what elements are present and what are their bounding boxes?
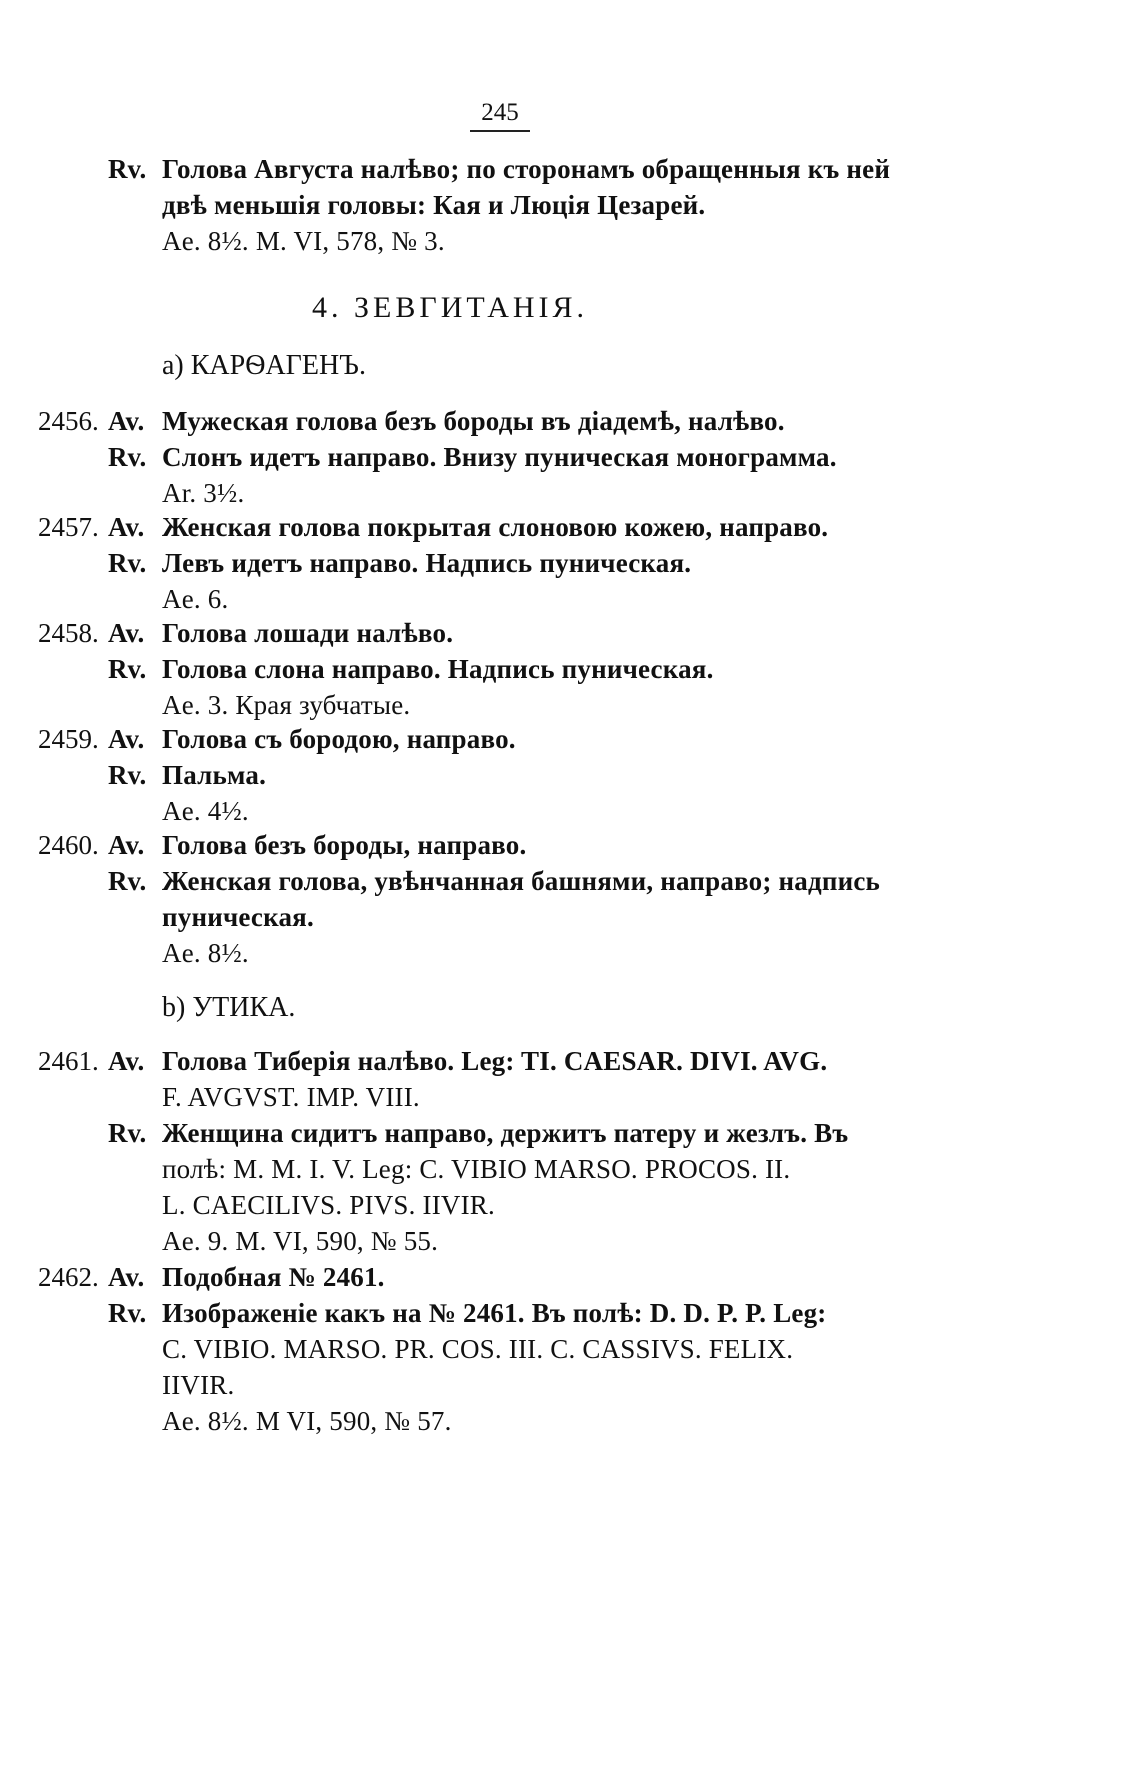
reverse-text: C. VIBIO. MARSO. PR. COS. III. C. CASSIVS. FELIX. xyxy=(162,1334,794,1364)
coin-metadata: Ae. 6. xyxy=(162,584,229,614)
coin-metadata: Ae. 4½. xyxy=(162,796,249,826)
reverse-text: полѣ: M. M. I. V. Leg: C. VIBIO MARSO. PROCOS. II. xyxy=(162,1154,791,1184)
obverse-text: Подобная № 2461. xyxy=(162,1262,385,1292)
obverse-text: F. AVGVST. IMP. VIII. xyxy=(162,1082,420,1112)
reverse-label: Rv. xyxy=(108,1298,147,1328)
reverse-text: Голова слона направо. Надпись пуническая. xyxy=(162,654,714,684)
intro-line-3: Ae. 8½. M. VI, 578, № 3. xyxy=(162,226,445,256)
obverse-text: Женская голова покрытая слоновою кожею, направо. xyxy=(162,512,829,542)
coin-metadata: Ae. 3. Края зубчатые. xyxy=(162,690,411,720)
obverse-label: Av. xyxy=(108,1046,145,1076)
entry-number: 2461. xyxy=(38,1046,99,1076)
coin-metadata: Ae. 9. M. VI, 590, № 55. xyxy=(162,1226,439,1256)
obverse-label: Av. xyxy=(108,618,145,648)
section-heading: 4. ЗЕВГИТАНІЯ. xyxy=(312,291,589,324)
obverse-text: Голова лошади налѣво. xyxy=(162,618,454,648)
coin-metadata: Ar. 3½. xyxy=(162,478,245,508)
obverse-text: Голова Тиберія налѣво. Leg: TI. CAESAR. DIVI. AVG. xyxy=(162,1046,828,1076)
entry-number: 2460. xyxy=(38,830,99,860)
reverse-label: Rv. xyxy=(108,154,147,184)
obverse-label: Av. xyxy=(108,830,145,860)
subheading-carthage: a) КАРѲАГЕНЪ. xyxy=(162,350,366,381)
obverse-label: Av. xyxy=(108,512,145,542)
reverse-text: Пальма. xyxy=(162,760,267,790)
coin-metadata: Ae. 8½. xyxy=(162,938,249,968)
reverse-text: Женщина сидитъ направо, держитъ патеру и жезлъ. Въ xyxy=(162,1118,849,1148)
subheading-utica: b) УТИКА. xyxy=(162,992,296,1023)
entry-number: 2457. xyxy=(38,512,99,542)
reverse-label: Rv. xyxy=(108,442,147,472)
intro-line-1: Голова Августа налѣво; по сторонамъ обращенныя къ ней xyxy=(162,154,891,184)
reverse-label: Rv. xyxy=(108,1118,147,1148)
reverse-text: Женская голова, увѣнчанная башнями, направо; надпись xyxy=(162,866,880,896)
obverse-text: Мужеская голова безъ бороды въ діадемѣ, налѣво. xyxy=(162,406,785,436)
reverse-text: L. CAECILIVS. PIVS. IIVIR. xyxy=(162,1190,495,1220)
intro-line-2: двѣ меньшія головы: Кая и Люція Цезарей. xyxy=(162,190,706,220)
reverse-text: IIVIR. xyxy=(162,1370,235,1400)
reverse-label: Rv. xyxy=(108,654,147,684)
reverse-text: Изображеніе какъ на № 2461. Въ полѣ: D. D. P. P. Leg: xyxy=(162,1298,827,1328)
entry-number: 2459. xyxy=(38,724,99,754)
obverse-text: Голова съ бородою, направо. xyxy=(162,724,516,754)
entry-number: 2458. xyxy=(38,618,99,648)
coin-metadata: Ae. 8½. M VI, 590, № 57. xyxy=(162,1406,452,1436)
entry-number: 2456. xyxy=(38,406,99,436)
obverse-text: Голова безъ бороды, направо. xyxy=(162,830,527,860)
page-number: 245 xyxy=(470,98,530,132)
obverse-label: Av. xyxy=(108,1262,145,1292)
entry-number: 2462. xyxy=(38,1262,99,1292)
reverse-label: Rv. xyxy=(108,760,147,790)
reverse-text: Левъ идетъ направо. Надпись пуническая. xyxy=(162,548,692,578)
reverse-text: пуническая. xyxy=(162,902,314,932)
reverse-label: Rv. xyxy=(108,866,147,896)
reverse-label: Rv. xyxy=(108,548,147,578)
obverse-label: Av. xyxy=(108,724,145,754)
reverse-text: Слонъ идетъ направо. Внизу пуническая монограмма. xyxy=(162,442,837,472)
obverse-label: Av. xyxy=(108,406,145,436)
